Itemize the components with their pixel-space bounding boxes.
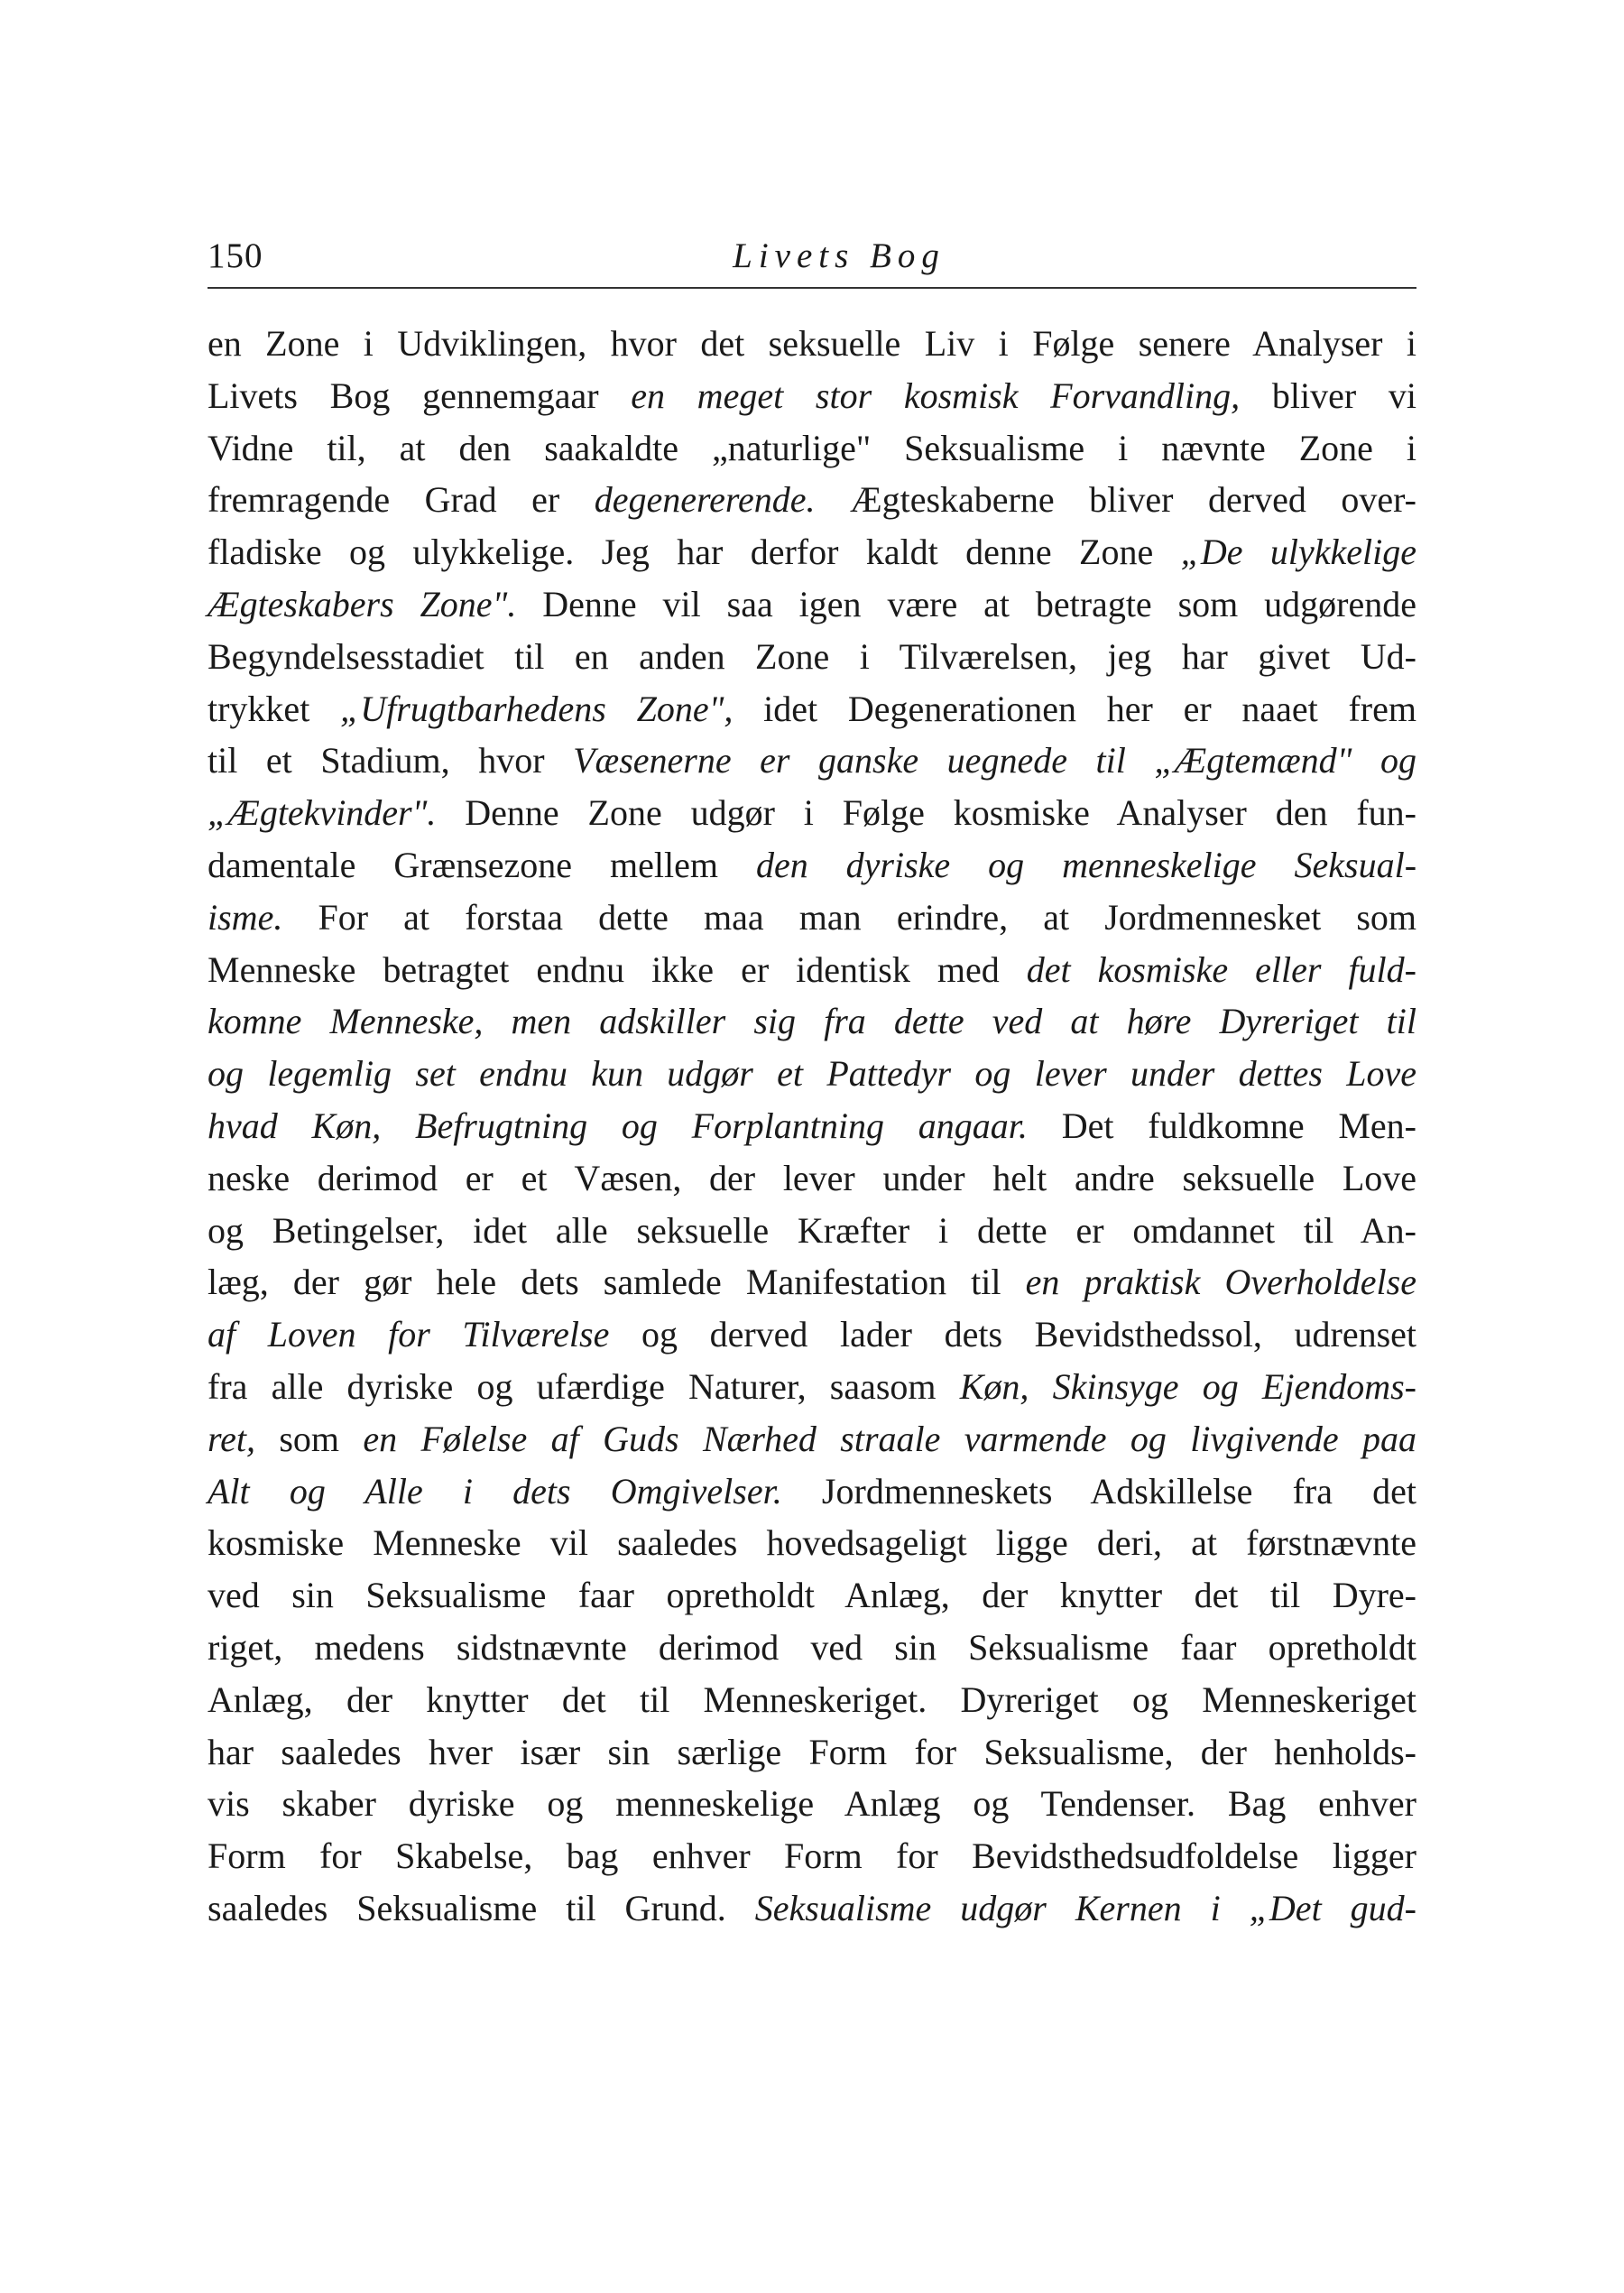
italic-text: af Loven for Tilværelse	[208, 1314, 610, 1355]
text-line	[208, 1048, 1416, 1100]
text-segment: og Betingelser, idet alle seksuelle Kræfter i dette er omdannet til An-	[208, 1209, 1416, 1251]
text-segment: Det fuldkomne Men-	[1027, 1105, 1416, 1146]
text-segment: Form for Skabelse, bag enhver Form for Bevidsthedsudfoldelse ligger	[208, 1835, 1416, 1877]
italic-text: Seksualisme udgør Kernen i „Det gud-	[754, 1887, 1416, 1928]
text-segment: trykket	[208, 688, 341, 729]
text-segment: har saaledes hver især sin særlige Form for Seksualisme, der henholds-	[208, 1731, 1416, 1772]
text-segment: Ægteskaberne bliver derved over-	[815, 479, 1417, 521]
text-segment: Livets Bog gennemgaar	[208, 374, 632, 416]
italic-text: Alt og Alle i dets Omgivelser.	[208, 1470, 782, 1512]
text-segment: Denne Zone udgør i Følge kosmiske Analyser den fun-	[436, 792, 1416, 834]
text-line	[208, 892, 1416, 944]
text-segment: læg, der gør hele dets samlede Manifestation til	[208, 1262, 1026, 1303]
italic-text: ret,	[208, 1418, 255, 1459]
text-segment: Begyndelsesstadiet til en anden Zone i Tilværelsen, jeg har givet Ud-	[208, 635, 1416, 677]
text-line	[208, 1569, 1416, 1622]
text-segment: Denne vil saa igen være at betragte som udgørende	[516, 583, 1416, 624]
italic-text: hvad Køn, Befrugtning og Forplantning angaar.	[208, 1105, 1028, 1146]
text-segment: vis skaber dyriske og menneskelige Anlæg og Tendenser. Bag enhver	[208, 1783, 1416, 1825]
text-line	[208, 1152, 1416, 1205]
text-segment: fra alle dyriske og ufærdige Naturer, saasom	[208, 1365, 960, 1407]
italic-text: „De ulykkelige	[1180, 532, 1416, 573]
text-line	[208, 370, 1416, 422]
text-segment: Anlæg, der knytter det til Menneskeriget. Dyreriget og Menneskeriget	[208, 1678, 1416, 1720]
italic-text: Køn, Skinsyge og Ejendoms-	[959, 1365, 1416, 1407]
text-line	[208, 1205, 1416, 1257]
text-line	[208, 578, 1416, 631]
text-segment: idet Degenerationen her er naaet frem	[733, 688, 1416, 729]
text-line	[208, 1308, 1416, 1361]
text-segment: fremragende Grad er	[208, 479, 595, 521]
text-line	[208, 1361, 1416, 1413]
text-line	[208, 1778, 1416, 1830]
text-line	[208, 944, 1416, 996]
text-line	[208, 1622, 1416, 1674]
text-line	[208, 995, 1416, 1048]
italic-text: en praktisk Overholdelse	[1025, 1262, 1416, 1303]
italic-text: Ægteskabers Zone".	[208, 583, 517, 624]
text-segment: neske derimod er et Væsen, der lever under helt andre seksuelle Love	[208, 1157, 1416, 1198]
text-line	[208, 422, 1416, 475]
text-line	[208, 1882, 1416, 1935]
text-line	[208, 1674, 1416, 1726]
text-segment: og derved lader dets Bevidsthedssol, udrenset	[609, 1314, 1417, 1355]
text-line	[208, 526, 1416, 578]
text-line	[208, 735, 1416, 787]
italic-text: den dyriske og menneskelige Seksual-	[755, 844, 1417, 885]
text-segment: Jordmenneskets Adskillelse fra det	[781, 1470, 1417, 1512]
page-number: 150	[208, 236, 263, 275]
text-line	[208, 631, 1416, 683]
italic-text: degenererende.	[594, 479, 816, 521]
text-segment: bliver vi	[1240, 374, 1416, 416]
italic-text: isme.	[208, 896, 283, 938]
italic-text: og legemlig set endnu kun udgør et Pattedyr og lever under dettes Love	[208, 1053, 1416, 1095]
text-segment: For at forstaa dette maa man erindre, at Jordmennesket som	[282, 896, 1416, 938]
text-line	[208, 474, 1416, 526]
text-segment: som	[254, 1418, 364, 1459]
text-line	[208, 1256, 1416, 1308]
italic-text: komne Menneske, men adskiller sig fra dette ved at høre Dyreriget til	[208, 1001, 1416, 1042]
text-segment: saaledes Seksualisme til Grund.	[208, 1887, 755, 1928]
text-segment: fladiske og ulykkelige. Jeg har derfor kaldt denne Zone	[208, 532, 1181, 573]
italic-text: „Ufrugtbarhedens Zone",	[340, 688, 734, 729]
text-segment: Menneske betragtet endnu ikke er identisk med	[208, 948, 1027, 990]
text-line	[208, 839, 1416, 892]
text-line	[208, 1413, 1416, 1465]
italic-text: en Følelse af Guds Nærhed straale varmende og livgivende paa	[363, 1418, 1416, 1459]
text-segment: damentale Grænsezone mellem	[208, 844, 756, 885]
text-line	[208, 683, 1416, 735]
text-line	[208, 318, 1416, 370]
running-title: Livets Bog	[733, 236, 946, 275]
text-line	[208, 1100, 1416, 1152]
text-segment: ved sin Seksualisme faar opretholdt Anlæg, der knytter det til Dyre-	[208, 1575, 1416, 1616]
text-line	[208, 1465, 1416, 1518]
text-segment: riget, medens sidstnævnte derimod ved sin Seksualisme faar opretholdt	[208, 1626, 1416, 1668]
italic-text: „Ægtekvinder".	[208, 792, 437, 834]
text-segment: en Zone i Udviklingen, hvor det seksuelle Liv i Følge senere Analyser i	[208, 323, 1416, 364]
text-line	[208, 1830, 1416, 1882]
text-segment: Vidne til, at den saakaldte „naturlige" Seksualisme i nævnte Zone i	[208, 427, 1416, 468]
text-line	[208, 1726, 1416, 1779]
italic-text: det kosmiske eller fuld-	[1026, 948, 1416, 990]
text-line	[208, 787, 1416, 839]
text-segment: til et Stadium, hvor	[208, 740, 574, 781]
italic-text: Væsenerne er ganske uegnede til „Ægtemænd" og	[573, 740, 1417, 781]
body-text	[208, 318, 1416, 1935]
page-header	[208, 233, 1416, 289]
text-segment: kosmiske Menneske vil saaledes hovedsageligt ligge deri, at førstnævnte	[208, 1522, 1416, 1564]
text-line	[208, 1517, 1416, 1569]
italic-text: en meget stor kosmisk Forvandling,	[631, 374, 1241, 416]
